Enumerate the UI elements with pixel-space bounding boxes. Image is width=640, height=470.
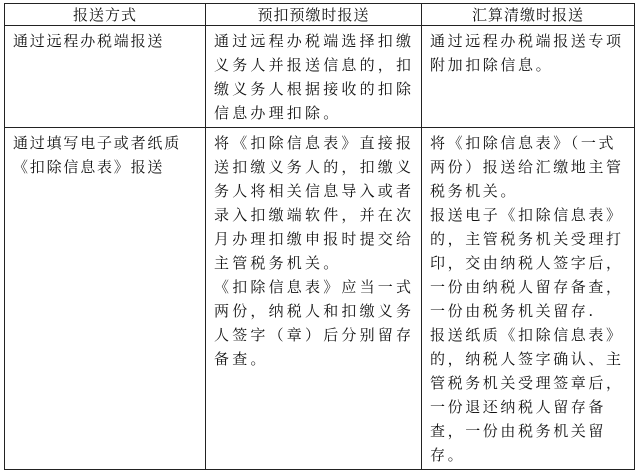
cell-withholding [206, 26, 422, 128]
table-header-row [5, 4, 635, 26]
cell-withholding-text: 通过远程办税端选择扣缴义务人并报送信息的，扣缴义务人根据接收的扣除信息办理扣除。 [214, 32, 415, 122]
cell-withholding [206, 128, 422, 470]
cell-method [5, 26, 206, 128]
cell-method [5, 128, 206, 470]
header-reporting-method: 报送方式 [5, 4, 206, 26]
cell-annual [422, 26, 635, 128]
cell-annual [422, 128, 635, 470]
deduction-reporting-table [4, 3, 635, 470]
cell-method-text: 通过远程办税端报送 [13, 32, 165, 50]
cell-annual-text: 将《扣除信息表》（一式两份）报送给汇缴地主管税务机关。 报送电子《扣除信息表》的，主管税务机关受理打印，交由纳税人签字后，一份由纳税人留存备查，一份由税务机关留存. 报送纸质《扣除信息表》的，纳税人签字确认、主管税务机关受理签章后，一份退还纳税人留存备查，一份由税务机关留存。 [430, 134, 624, 464]
table-row [5, 128, 635, 470]
header-withholding-reporting: 预扣预缴时报送 [206, 4, 422, 26]
header-annual-settlement-reporting: 汇算清缴时报送 [422, 4, 635, 26]
cell-method-text: 通过填写电子或者纸质《扣除信息表》报送 [13, 134, 182, 176]
deduction-reporting-table-wrapper [4, 3, 634, 464]
cell-withholding-text: 将《扣除信息表》直接报送扣缴义务人的，扣缴义务人将相关信息导入或者录入扣缴端软件，并在次月办理扣缴申报时提交给主管税务机关。 《扣除信息表》应当一式两份，纳税人和扣缴义务人签字（章）后分别留存备查。 [214, 134, 415, 368]
table-row [5, 26, 635, 128]
cell-annual-text: 通过远程办税端报送专项附加扣除信息。 [430, 32, 624, 74]
